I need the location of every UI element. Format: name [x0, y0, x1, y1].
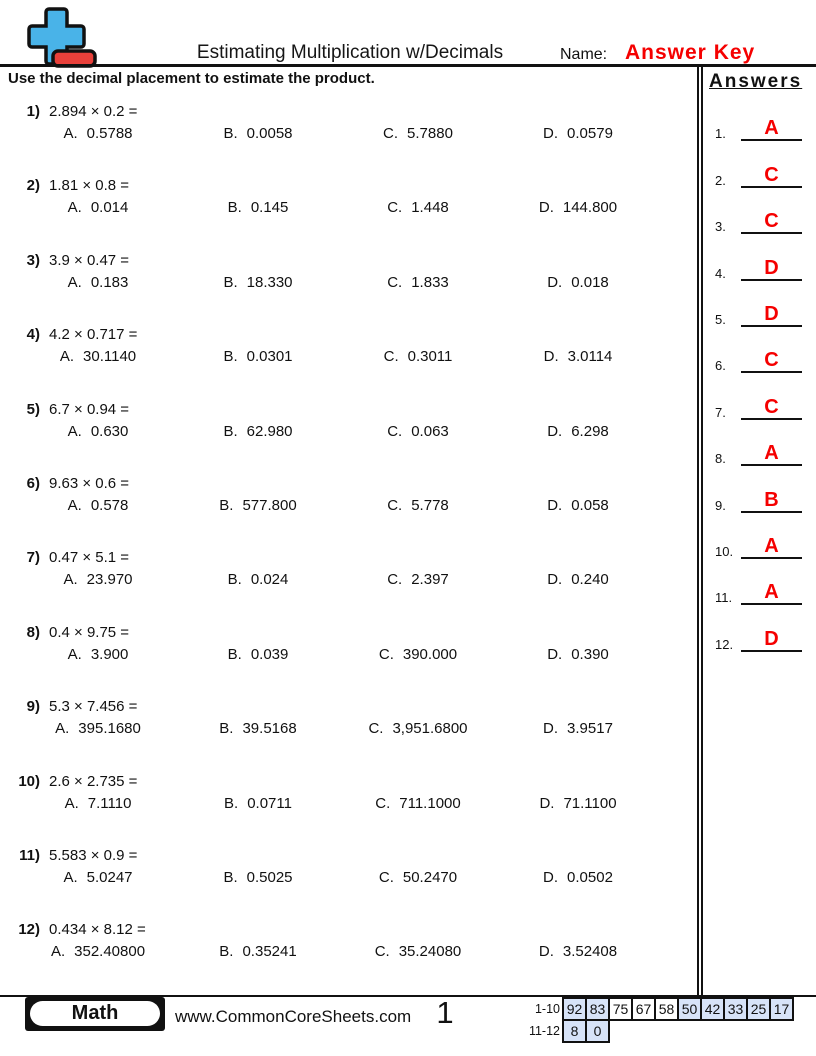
question-number: 4)	[26, 326, 40, 344]
option-d: D. 0.0502	[543, 868, 613, 886]
option-c: C. 1.448	[387, 199, 449, 217]
option-d: D. 71.1100	[539, 794, 617, 812]
answer-blank	[741, 489, 802, 513]
score-table	[518, 997, 794, 1043]
page-title: Estimating Multiplication w/Decimals	[196, 42, 504, 63]
question-number: 3)	[26, 251, 40, 269]
question-number: 8)	[26, 623, 40, 641]
question-number: 2)	[26, 177, 40, 195]
score-cell: 33	[723, 997, 748, 1021]
answer-letter: C	[764, 210, 779, 233]
question-expression: 4.2 × 0.717 =	[49, 326, 138, 344]
question-4	[0, 326, 697, 400]
page-number: 1	[436, 995, 454, 1030]
question-1	[0, 103, 697, 177]
score-row-label: 11-12	[528, 1024, 560, 1038]
option-b: B. 18.330	[223, 273, 293, 291]
answer-number: 12.	[715, 636, 734, 652]
option-b: B. 0.0301	[223, 348, 293, 366]
options-row	[18, 497, 697, 514]
option-b: B. 39.5168	[219, 720, 297, 738]
question-expression: 1.81 × 0.8 =	[49, 177, 130, 195]
question-expression: 2.894 × 0.2 =	[49, 103, 138, 120]
option-b: B. 62.980	[223, 422, 293, 440]
answer-item-3	[703, 188, 816, 234]
answer-number: 6.	[715, 358, 726, 374]
question-expression: 0.4 × 9.75 =	[49, 623, 130, 641]
answer-letter: A	[764, 581, 779, 604]
answer-blank	[741, 210, 802, 234]
options-row	[18, 646, 697, 663]
score-row-1	[518, 997, 794, 1021]
option-b: B. 0.145	[227, 199, 289, 217]
score-cell: 25	[746, 997, 771, 1021]
question-number: 1)	[26, 103, 40, 120]
option-d: D. 3.52408	[538, 943, 618, 961]
instructions: Use the decimal placement to estimate the product.	[8, 70, 375, 87]
answer-item-9	[703, 466, 816, 512]
option-c: C. 5.7880	[383, 125, 453, 142]
question-expression: 2.6 × 2.735 =	[49, 772, 138, 790]
answer-blank	[741, 535, 802, 559]
answer-letter: C	[764, 349, 779, 372]
option-c: C. 711.1000	[375, 794, 461, 812]
options-row	[18, 795, 697, 812]
options-row	[18, 348, 697, 365]
answer-item-2	[703, 141, 816, 187]
option-c: C. 5.778	[387, 496, 449, 514]
options-row	[18, 869, 697, 886]
options-row	[18, 943, 697, 960]
option-b: B. 0.0711	[224, 794, 292, 812]
answers-title: Answers	[709, 71, 803, 92]
option-c: C. 390.000	[378, 645, 458, 663]
question-2	[0, 177, 697, 251]
option-d: D. 0.390	[547, 645, 609, 663]
question-number: 5)	[26, 400, 40, 418]
question-number: 11)	[19, 846, 40, 864]
question-area	[0, 67, 697, 995]
question-list	[0, 103, 697, 996]
answer-number: 4.	[715, 265, 726, 281]
option-a: A. 0.014	[67, 199, 129, 217]
question-expression: 9.63 × 0.6 =	[49, 474, 130, 492]
answer-number: 3.	[715, 219, 726, 235]
option-c: C. 50.2470	[378, 868, 458, 886]
question-9	[0, 698, 697, 772]
website-url: www.CommonCoreSheets.com	[175, 1007, 412, 1026]
question-expression: 0.47 × 5.1 =	[49, 549, 130, 567]
question-5	[0, 401, 697, 475]
answer-number: 9.	[715, 497, 726, 513]
option-d: D. 0.240	[547, 571, 609, 589]
answer-number: 2.	[715, 172, 726, 188]
score-row-label: 1-10	[534, 1002, 560, 1016]
score-cell: 75	[608, 997, 633, 1021]
option-c: C. 0.063	[387, 422, 449, 440]
answer-blank	[741, 581, 802, 605]
answer-letter: D	[764, 302, 779, 325]
question-expression: 0.434 × 8.12 =	[49, 921, 146, 939]
answer-letter: A	[764, 534, 779, 557]
option-c: C. 35.24080	[374, 943, 462, 961]
question-expression: 3.9 × 0.47 =	[49, 251, 130, 269]
options-row	[18, 199, 697, 216]
option-a: A. 0.630	[67, 422, 129, 440]
score-cell: 17	[769, 997, 794, 1021]
score-cell: 8	[562, 1019, 587, 1043]
option-d: D. 0.018	[547, 273, 609, 291]
answer-item-5	[703, 281, 816, 327]
answer-blank	[741, 164, 802, 188]
option-a: A. 395.1680	[55, 720, 141, 738]
option-a: A. 3.900	[67, 645, 129, 663]
option-d: D. 3.9517	[543, 720, 613, 738]
option-c: C. 1.833	[387, 273, 449, 291]
option-c: C. 0.3011	[383, 348, 453, 366]
answer-number: 1.	[715, 126, 726, 142]
name-label: Name:	[560, 46, 608, 63]
score-cell: 67	[631, 997, 656, 1021]
answer-blank	[741, 628, 802, 652]
options-row	[18, 423, 697, 440]
option-a: A. 0.578	[67, 496, 129, 514]
option-b: B. 0.35241	[219, 943, 297, 961]
option-b: B. 0.0058	[223, 125, 293, 142]
question-number: 9)	[26, 698, 40, 716]
question-6	[0, 475, 697, 549]
option-c: C. 3,951.6800	[368, 720, 468, 738]
subject-badge	[25, 997, 165, 1031]
answer-blank	[741, 117, 802, 141]
score-cell: 92	[562, 997, 587, 1021]
answer-number: 8.	[715, 451, 726, 467]
score-cell: 0	[585, 1019, 610, 1043]
answer-blank	[741, 349, 802, 373]
answer-number: 5.	[715, 311, 726, 327]
question-12	[0, 921, 697, 995]
answer-item-8	[703, 420, 816, 466]
option-d: D. 3.0114	[543, 348, 613, 366]
answer-blank	[741, 257, 802, 281]
answer-blank	[741, 442, 802, 466]
question-number: 7)	[26, 549, 40, 567]
score-cell: 83	[585, 997, 610, 1021]
answer-number: 7.	[715, 404, 726, 420]
option-d: D. 6.298	[547, 422, 609, 440]
option-a: A. 30.1140	[59, 348, 137, 366]
score-row-2	[518, 1019, 794, 1043]
option-b: B. 0.5025	[223, 868, 293, 886]
answer-letter: C	[764, 395, 779, 418]
question-number: 10)	[18, 772, 40, 790]
answer-item-10	[703, 513, 816, 559]
answer-letter: A	[764, 117, 779, 140]
answer-letter: D	[764, 256, 779, 279]
answer-item-12	[703, 605, 816, 651]
option-d: D. 0.0579	[543, 125, 613, 142]
answers-panel	[697, 67, 816, 995]
question-7	[0, 549, 697, 623]
score-cell: 50	[677, 997, 702, 1021]
answer-number: 11.	[715, 590, 733, 606]
option-a: A. 0.5788	[63, 125, 133, 142]
answer-key-label: Answer Key	[625, 41, 756, 64]
option-a: A. 352.40800	[50, 943, 146, 961]
subject-label: Math	[30, 1001, 160, 1026]
question-8	[0, 624, 697, 698]
question-number: 6)	[26, 474, 40, 492]
option-a: A. 7.1110	[64, 794, 132, 812]
options-row	[18, 274, 697, 291]
answer-item-11	[703, 559, 816, 605]
options-row	[18, 720, 697, 737]
option-a: A. 5.0247	[63, 868, 133, 886]
question-10	[0, 773, 697, 847]
answer-letter: D	[764, 627, 779, 650]
question-3	[0, 252, 697, 326]
answer-item-1	[703, 95, 816, 141]
question-expression: 5.583 × 0.9 =	[49, 846, 138, 864]
answer-item-7	[703, 373, 816, 419]
answer-item-4	[703, 234, 816, 280]
option-d: D. 144.800	[538, 199, 618, 217]
answer-item-6	[703, 327, 816, 373]
answer-blank	[741, 303, 802, 327]
score-cell: 58	[654, 997, 679, 1021]
option-b: B. 577.800	[219, 496, 297, 514]
options-row	[18, 125, 697, 142]
answer-letter: A	[764, 442, 779, 465]
option-a: A. 0.183	[67, 273, 129, 291]
option-d: D. 0.058	[547, 496, 609, 514]
option-a: A. 23.970	[63, 571, 133, 589]
question-number: 12)	[18, 921, 40, 939]
score-cell: 42	[700, 997, 725, 1021]
question-expression: 6.7 × 0.94 =	[49, 400, 130, 418]
answer-letter: C	[764, 163, 779, 186]
option-c: C. 2.397	[387, 571, 449, 589]
answer-letter: B	[764, 488, 779, 511]
option-b: B. 0.039	[227, 645, 289, 663]
answer-number: 10.	[715, 543, 734, 559]
option-b: B. 0.024	[227, 571, 289, 589]
question-11	[0, 847, 697, 921]
options-row	[18, 571, 697, 588]
question-expression: 5.3 × 7.456 =	[49, 698, 138, 716]
answer-blank	[741, 396, 802, 420]
